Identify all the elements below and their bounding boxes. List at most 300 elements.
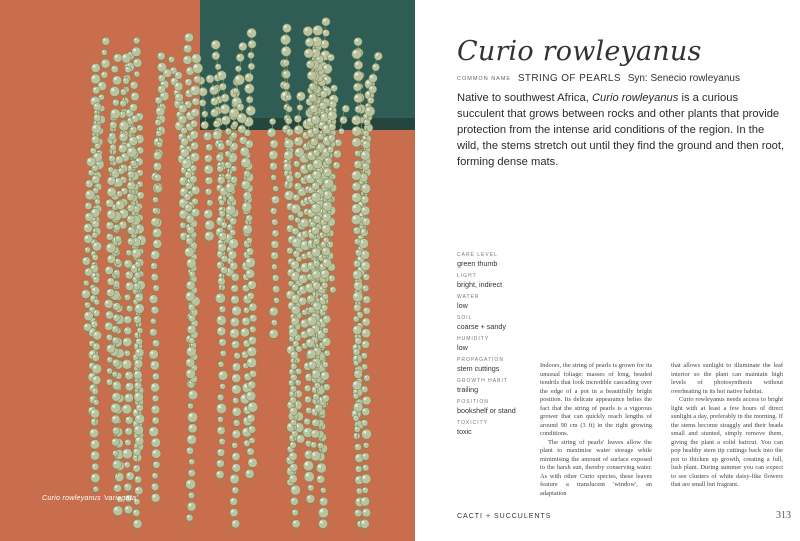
pearl-highlight: [93, 233, 95, 235]
pearl-leaf: [307, 316, 317, 326]
pearl-leaf: [109, 155, 116, 162]
pearl-highlight: [315, 383, 317, 385]
pearl-highlight: [152, 362, 155, 365]
pearl-highlight: [313, 387, 315, 389]
pearl-highlight: [128, 118, 130, 120]
pearl-highlight: [300, 287, 303, 290]
pearl-highlight: [307, 340, 310, 343]
pearl-highlight: [116, 237, 118, 239]
pearl-leaf: [306, 494, 315, 503]
pearl-highlight: [307, 285, 310, 288]
pearl-leaf: [247, 414, 255, 422]
pearl-leaf: [217, 449, 225, 457]
pearl-highlight: [250, 304, 252, 306]
pearl-highlight: [290, 337, 292, 339]
pearl-highlight: [354, 356, 357, 359]
pearl-leaf: [269, 307, 278, 316]
pearl-highlight: [239, 127, 241, 129]
pearl-highlight: [356, 511, 358, 513]
pearl-leaf: [221, 116, 230, 125]
pearl-leaf: [294, 137, 303, 146]
pearl-highlight: [153, 407, 156, 410]
pearl-leaf: [362, 396, 371, 405]
pearl-highlight: [310, 95, 313, 98]
pearl-leaf: [88, 170, 94, 176]
pearl-highlight: [364, 466, 366, 468]
pearl-leaf: [246, 215, 253, 222]
pearl-highlight: [154, 241, 157, 244]
pearl-leaf: [84, 311, 94, 321]
pearl-highlight: [356, 445, 358, 447]
pearl-highlight: [111, 123, 113, 125]
pearl-highlight: [293, 229, 295, 231]
pearl-highlight: [136, 477, 138, 479]
pearl-highlight: [233, 308, 236, 311]
pearl-highlight: [114, 428, 116, 430]
pearl-leaf: [85, 202, 92, 209]
pearl-leaf: [137, 125, 144, 132]
pearl-highlight: [302, 242, 305, 245]
pearl-highlight: [93, 377, 96, 380]
pearl-highlight: [321, 488, 323, 490]
pearl-highlight: [302, 264, 305, 267]
pearl-leaf: [272, 219, 279, 226]
pearl-highlight: [285, 164, 288, 167]
pearl-highlight: [296, 127, 299, 130]
pearl-highlight: [227, 207, 230, 210]
pearl-leaf: [191, 54, 201, 64]
pearl-highlight: [285, 105, 287, 107]
pearl-leaf: [232, 374, 241, 383]
pearl-highlight: [273, 265, 275, 267]
pearl-leaf: [284, 190, 294, 200]
pearl-highlight: [185, 46, 188, 49]
pearl-highlight: [186, 102, 188, 104]
pearl-highlight: [187, 216, 189, 218]
pearl-leaf: [189, 459, 195, 465]
pearl-highlight: [244, 385, 247, 388]
pearl-highlight: [232, 167, 234, 169]
pearl-highlight: [362, 263, 365, 266]
pearl-leaf: [311, 451, 321, 461]
pearl-leaf: [124, 316, 132, 324]
pearl-highlight: [272, 175, 274, 177]
pearl-leaf: [193, 76, 201, 84]
pearl-highlight: [288, 226, 290, 228]
pearl-leaf: [83, 280, 89, 286]
pearl-leaf: [204, 209, 213, 218]
pearl-highlight: [220, 439, 222, 441]
pearl-leaf: [122, 404, 132, 414]
pearl-leaf: [293, 194, 300, 201]
pearl-highlight: [94, 243, 97, 246]
pearl-leaf: [353, 433, 360, 440]
fact-toxicity: TOXICITY toxic: [457, 420, 488, 436]
pearl-highlight: [271, 331, 274, 334]
fact-water: WATER low: [457, 294, 480, 310]
pearl-highlight: [151, 428, 154, 431]
pearl-highlight: [190, 339, 192, 341]
pearl-highlight: [248, 449, 250, 451]
pearl-highlight: [181, 223, 183, 225]
pearl-highlight: [111, 145, 113, 147]
pearl-highlight: [358, 257, 361, 260]
pearl-leaf: [247, 358, 257, 368]
pearl-highlight: [121, 134, 124, 137]
pearl-leaf: [106, 344, 115, 353]
pearl-highlight: [355, 283, 358, 286]
pearl-leaf: [130, 160, 137, 167]
pearl-leaf: [272, 274, 279, 281]
pearl-highlight: [291, 465, 293, 467]
pearl-leaf: [151, 493, 160, 502]
pearl-leaf: [272, 230, 279, 237]
pearl-highlight: [94, 278, 96, 280]
pearl-highlight: [305, 429, 308, 432]
pearl-leaf: [289, 407, 297, 415]
pearl-leaf: [90, 409, 99, 418]
pearl-highlight: [354, 434, 356, 436]
pearl-leaf: [230, 229, 236, 235]
pearl-leaf: [92, 86, 100, 94]
pearl-leaf: [181, 159, 191, 169]
pearl-leaf: [219, 306, 226, 313]
pearl-highlight: [319, 444, 321, 446]
pearl-highlight: [189, 305, 191, 307]
pearl-highlight: [135, 72, 137, 74]
pearl-leaf: [240, 328, 249, 337]
pearl-highlight: [217, 295, 220, 298]
pearl-leaf: [92, 242, 102, 252]
pearl-highlight: [213, 53, 215, 55]
pearl-leaf: [312, 182, 320, 190]
pearl-highlight: [322, 306, 324, 308]
pearl-highlight: [159, 64, 162, 67]
pearl-leaf: [267, 128, 276, 137]
pearl-highlight: [113, 394, 116, 397]
pearl-highlight: [137, 416, 140, 419]
pearl-highlight: [308, 62, 310, 64]
pearl-highlight: [250, 439, 252, 441]
pearl-leaf: [290, 419, 296, 425]
pearl-leaf: [241, 158, 251, 168]
pearl-leaf: [362, 508, 371, 517]
pearl-highlight: [362, 208, 365, 211]
pearl-highlight: [356, 477, 359, 480]
pearl-leaf: [150, 383, 159, 392]
pearl-leaf: [152, 228, 162, 238]
pearl-highlight: [353, 139, 356, 142]
pearl-leaf: [217, 71, 226, 80]
pearl-leaf: [292, 228, 299, 235]
pearl-leaf: [374, 52, 382, 60]
pearl-leaf: [354, 38, 362, 46]
pearl-highlight: [271, 141, 274, 144]
pearl-leaf: [363, 274, 370, 281]
pearl-highlight: [219, 72, 222, 75]
pearl-leaf: [202, 111, 208, 117]
pearl-leaf: [180, 148, 189, 157]
pearl-highlight: [135, 60, 138, 63]
pearl-highlight: [94, 154, 97, 157]
pearl-highlight: [217, 229, 220, 232]
pearl-leaf: [311, 442, 317, 448]
pearl-highlight: [309, 153, 312, 156]
pearl-leaf: [308, 361, 316, 369]
pearl-highlight: [176, 95, 179, 98]
pearl-leaf: [213, 120, 220, 127]
pearl-leaf: [189, 337, 195, 343]
pearl-leaf: [356, 488, 362, 494]
pearl-leaf: [269, 329, 278, 338]
pearl-highlight: [187, 184, 189, 186]
pearl-leaf: [324, 350, 330, 356]
pearl-leaf: [125, 282, 134, 291]
pearl-leaf: [216, 154, 224, 162]
pearl-highlight: [231, 263, 233, 265]
pearl-leaf: [361, 474, 371, 484]
pearl-leaf: [353, 415, 359, 421]
pearl-leaf: [228, 239, 238, 249]
pearl-highlight: [234, 99, 237, 102]
pearl-highlight: [329, 113, 332, 116]
pearl-leaf: [112, 99, 119, 106]
pearl-highlight: [99, 95, 101, 97]
pearl-highlight: [180, 117, 183, 120]
pearl-highlight: [233, 122, 235, 124]
pearl-highlight: [115, 271, 117, 273]
pearl-leaf: [149, 328, 157, 336]
pearl-leaf: [82, 257, 91, 266]
pearl-highlight: [238, 105, 240, 107]
pearl-leaf: [328, 135, 335, 142]
pearl-leaf: [313, 238, 319, 244]
pearl-leaf: [186, 347, 196, 357]
pearl-highlight: [331, 96, 334, 99]
pearl-highlight: [308, 210, 311, 213]
pearl-highlight: [249, 460, 252, 463]
pearl-leaf: [247, 402, 257, 412]
pearl-highlight: [269, 130, 272, 133]
pearl-highlight: [222, 256, 224, 258]
pearl-leaf: [294, 148, 304, 158]
pearl-leaf: [225, 151, 232, 158]
pearl-highlight: [234, 364, 237, 367]
pearl-highlight: [286, 192, 289, 195]
pearl-leaf: [232, 407, 241, 416]
pearl-leaf: [137, 192, 145, 200]
pearl-highlight: [93, 177, 96, 180]
pearl-highlight: [289, 381, 291, 383]
pearl-leaf: [178, 115, 187, 124]
pearl-highlight: [155, 139, 158, 142]
pearl-leaf: [233, 88, 239, 94]
pearl-highlight: [308, 351, 311, 354]
pearl-leaf: [92, 220, 100, 228]
pearl-highlight: [289, 270, 291, 272]
pearl-highlight: [314, 261, 316, 263]
pearl-leaf: [282, 70, 290, 78]
pearl-leaf: [158, 75, 165, 82]
pearl-highlight: [176, 73, 178, 75]
pearl-highlight: [221, 384, 223, 386]
pearl-highlight: [249, 30, 252, 33]
pearl-highlight: [188, 348, 191, 351]
pearl-highlight: [108, 290, 111, 293]
pearl-leaf: [362, 364, 368, 370]
pearl-leaf: [231, 340, 239, 348]
pearl-highlight: [363, 330, 366, 333]
pearl-leaf: [126, 472, 135, 481]
pearl-highlight: [275, 298, 277, 300]
pearl-leaf: [101, 59, 110, 68]
pearl-highlight: [331, 288, 333, 290]
pearl-leaf: [369, 85, 377, 93]
pearl-highlight: [241, 138, 243, 140]
pearl-leaf: [168, 56, 174, 62]
pearl-highlight: [308, 165, 310, 167]
pearl-highlight: [354, 382, 357, 385]
pearl-highlight: [355, 73, 358, 76]
pearl-highlight: [87, 181, 89, 183]
pearl-highlight: [91, 386, 94, 389]
pearl-leaf: [288, 328, 297, 337]
pearl-leaf: [114, 224, 121, 231]
pearl-highlight: [366, 81, 369, 84]
pearl-highlight: [325, 192, 328, 195]
pearl-highlight: [287, 118, 289, 120]
pearl-leaf: [107, 357, 113, 363]
pearl-leaf: [151, 262, 158, 269]
pearl-highlight: [127, 306, 129, 308]
pearl-highlight: [320, 123, 323, 126]
pearl-highlight: [137, 405, 139, 407]
pearl-highlight: [288, 204, 290, 206]
pearl-leaf: [237, 113, 247, 123]
pearl-highlight: [90, 374, 93, 377]
pearl-leaf: [228, 250, 237, 259]
pearl-leaf: [232, 487, 239, 494]
pearl-highlight: [320, 521, 323, 524]
pearl-leaf: [93, 486, 99, 492]
pearl-leaf: [353, 281, 363, 291]
pearl-leaf: [92, 463, 99, 470]
pearl-highlight: [153, 484, 155, 486]
pearl-leaf: [135, 436, 144, 445]
pearl-highlight: [309, 188, 311, 190]
pearl-leaf: [293, 160, 300, 167]
pearl-leaf: [154, 174, 162, 182]
pearl-leaf: [186, 215, 194, 223]
pearl-highlight: [309, 241, 312, 244]
pearl-highlight: [291, 387, 293, 389]
pearl-highlight: [217, 472, 220, 475]
pearl-highlight: [306, 397, 308, 399]
pearl-highlight: [90, 308, 92, 310]
pearl-leaf: [180, 138, 188, 146]
pearl-leaf: [219, 338, 227, 346]
pearl-highlight: [284, 127, 286, 129]
pearl-leaf: [85, 247, 91, 253]
pearl-highlight: [329, 276, 331, 278]
pearl-highlight: [85, 225, 88, 228]
pearl-highlight: [293, 521, 296, 524]
pearl-highlight: [131, 83, 133, 85]
pearl-highlight: [323, 283, 325, 285]
pearl-highlight: [91, 149, 93, 151]
pearl-leaf: [355, 249, 362, 256]
pearl-leaf: [225, 139, 232, 146]
pearl-highlight: [363, 365, 365, 367]
pearl-highlight: [312, 443, 314, 445]
pearl-highlight: [152, 264, 154, 266]
pearl-highlight: [159, 76, 161, 78]
pearl-leaf: [312, 419, 320, 427]
pearl-highlight: [222, 95, 224, 97]
pearl-leaf: [186, 369, 196, 379]
pearl-highlight: [200, 89, 203, 92]
pearl-highlight: [187, 68, 190, 71]
pearl-highlight: [292, 499, 294, 501]
pearl-highlight: [242, 148, 245, 151]
pearl-leaf: [127, 147, 137, 157]
pearl-leaf: [151, 273, 159, 281]
pearl-highlight: [200, 101, 202, 103]
pearl-highlight: [219, 418, 221, 420]
pearl-leaf: [201, 121, 209, 129]
pearl-highlight: [186, 172, 188, 174]
pearl-highlight: [137, 350, 140, 353]
pearl-leaf: [294, 125, 303, 134]
pearl-highlight: [313, 249, 316, 252]
pearl-highlight: [293, 307, 296, 310]
pearl-leaf: [115, 236, 121, 242]
pearl-leaf: [360, 497, 369, 506]
pearl-highlight: [307, 175, 310, 178]
pearl-leaf: [83, 323, 91, 331]
pearl-leaf: [273, 186, 279, 192]
pearl-leaf: [151, 306, 159, 314]
pearl-leaf: [330, 286, 337, 293]
pearl-highlight: [329, 147, 331, 149]
pearl-highlight: [220, 372, 223, 375]
pearl-highlight: [226, 174, 228, 176]
pearl-leaf: [218, 232, 227, 241]
pearl-leaf: [134, 359, 143, 368]
pearl-leaf: [106, 379, 113, 386]
pearl-leaf: [221, 94, 229, 102]
pearl-highlight: [355, 261, 357, 263]
pearl-highlight: [302, 332, 304, 334]
pearl-highlight: [283, 48, 286, 51]
pearl-leaf: [248, 426, 256, 434]
pearl-leaf: [282, 59, 289, 66]
pearl-highlight: [249, 282, 252, 285]
pearl-leaf: [121, 53, 131, 63]
pearl-leaf: [185, 182, 192, 189]
pearl-leaf: [188, 315, 195, 322]
pearl-highlight: [295, 184, 297, 186]
pearl-leaf: [363, 307, 370, 314]
pearl-leaf: [106, 243, 116, 253]
pearl-highlight: [321, 92, 323, 94]
pearl-highlight: [151, 330, 153, 332]
pearl-highlight: [362, 197, 364, 199]
pearl-highlight: [322, 373, 325, 376]
pearl-highlight: [369, 98, 371, 100]
pearl-highlight: [247, 271, 250, 274]
pearl-leaf: [128, 136, 137, 145]
